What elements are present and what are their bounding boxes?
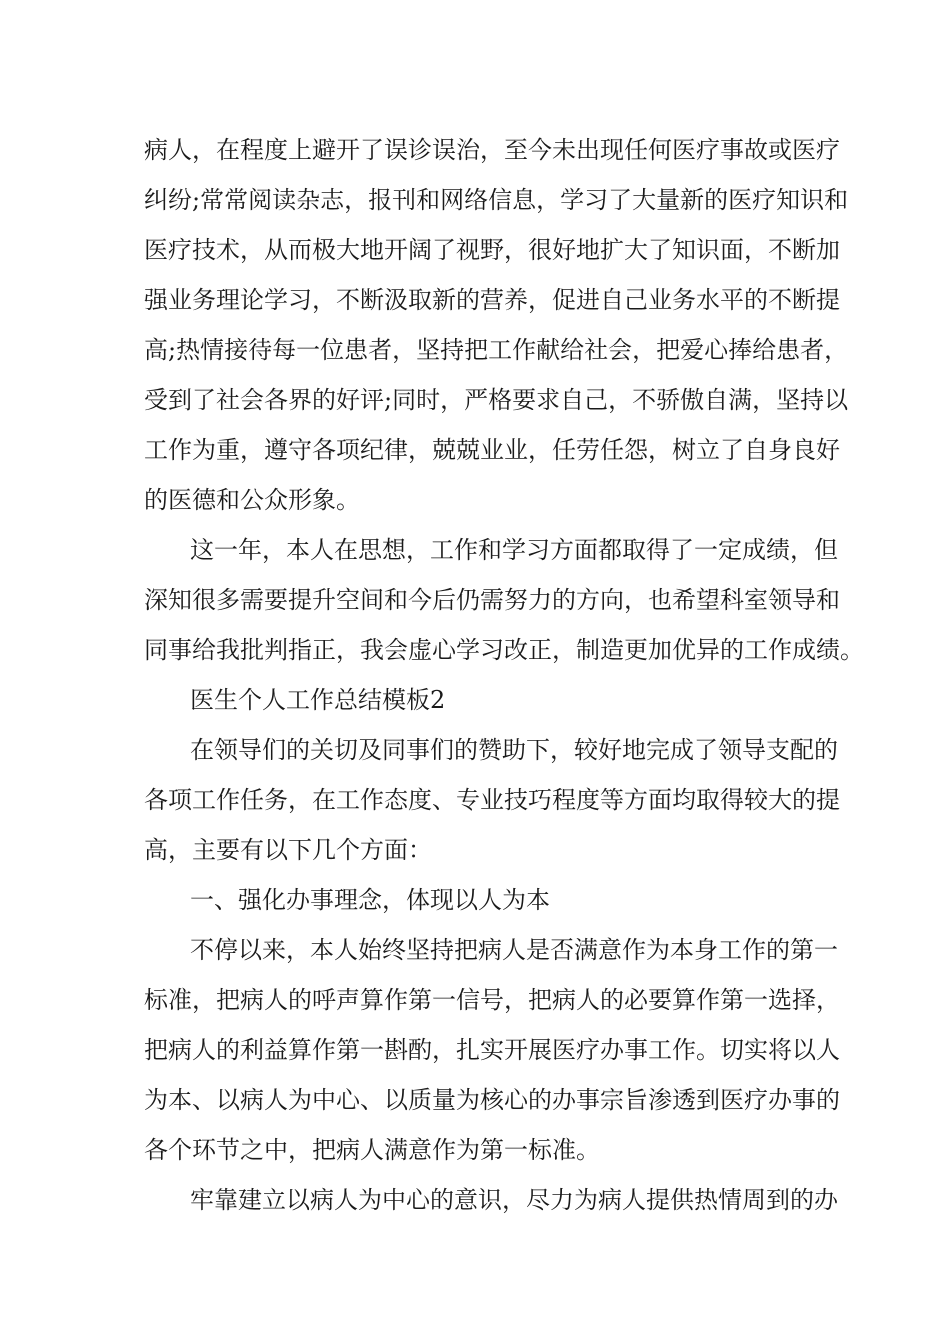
text-line: 强业务理论学习，不断汲取新的营养，促进自己业务水平的不断提 — [144, 286, 840, 314]
text-line: 的医德和公众形象。 — [144, 486, 360, 514]
text-line: 各个环节之中，把病人满意作为第一标准。 — [144, 1136, 600, 1164]
paragraph-start-line: 不停以来，本人始终坚持把病人是否满意作为本身工作的第一 — [190, 936, 838, 964]
text-line: 工作为重，遵守各项纪律，兢兢业业，任劳任怨，树立了自身良好 — [144, 436, 840, 464]
text-line: 各项工作任务，在工作态度、专业技巧程度等方面均取得较大的提 — [144, 786, 840, 814]
text-line: 医疗技术，从而极大地开阔了视野，很好地扩大了知识面，不断加 — [144, 236, 840, 264]
section-title: 医生个人工作总结模板2 — [190, 686, 446, 714]
text-line: 标准，把病人的呼声算作第一信号，把病人的必要算作第一选择， — [144, 986, 840, 1014]
paragraph-start-line: 这一年，本人在思想，工作和学习方面都取得了一定成绩，但 — [190, 536, 838, 564]
text-line: 深知很多需要提升空间和今后仍需努力的方向，也希望科室领导和 — [144, 586, 840, 614]
text-line: 受到了社会各界的好评;同时，严格要求自己，不骄傲自满，坚持以 — [144, 386, 849, 414]
paragraph-start-line: 在领导们的关切及同事们的赞助下，较好地完成了领导支配的 — [190, 736, 838, 764]
text-line: 高;热情接待每一位患者，坚持把工作献给社会，把爱心捧给患者， — [144, 336, 849, 364]
text-line: 高，主要有以下几个方面： — [144, 836, 432, 864]
text-line: 纠纷;常常阅读杂志，报刊和网络信息，学习了大量新的医疗知识和 — [144, 186, 849, 214]
paragraph-start-line: 牢靠建立以病人为中心的意识，尽力为病人提供热情周到的办 — [190, 1186, 838, 1214]
text-line: 病人，在程度上避开了误诊误治，至今未出现任何医疗事故或医疗 — [144, 136, 840, 164]
text-line: 把病人的利益算作第一斟酌，扎实开展医疗办事工作。切实将以人 — [144, 1036, 840, 1064]
text-line: 为本、以病人为中心、以质量为核心的办事宗旨渗透到医疗办事的 — [144, 1086, 840, 1114]
subsection-heading: 一、强化办事理念，体现以人为本 — [190, 886, 550, 914]
text-line: 同事给我批判指正，我会虚心学习改正，制造更加优异的工作成绩。 — [144, 636, 864, 664]
